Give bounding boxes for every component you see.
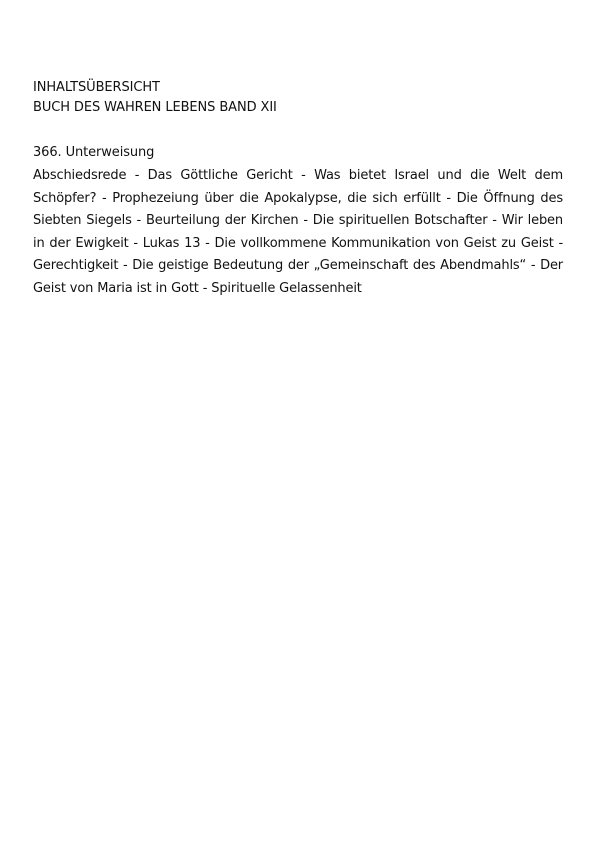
section-body: Abschiedsrede - Das Göttliche Gericht - Was bietet Israel und die Welt dem Schöpfer? - Prophezeiung über die Apokalypse, die sich erfüllt - Die Öffnung des Siebten Siegels - Beurteilung der Kirchen - Die spirituellen Botschafter - Wir leben in der Ewigkeit - Lukas 13 - Die vollkommene Kommunikation von Geist zu Geist - Gerechtigkeit - Die geistige Bedeutung der „Gemeinschaft des Abendmahls“ - Der Geist von Maria ist in Gott - Spirituelle Gelassenheit: [33, 168, 563, 296]
document-heading: INHALTSÜBERSICHT: [33, 80, 160, 95]
section: [33, 143, 563, 301]
document-subheading: BUCH DES WAHREN LEBENS BAND XII: [33, 100, 277, 115]
document-page: [33, 78, 563, 301]
section-title: 366. Unterweisung: [33, 145, 155, 160]
